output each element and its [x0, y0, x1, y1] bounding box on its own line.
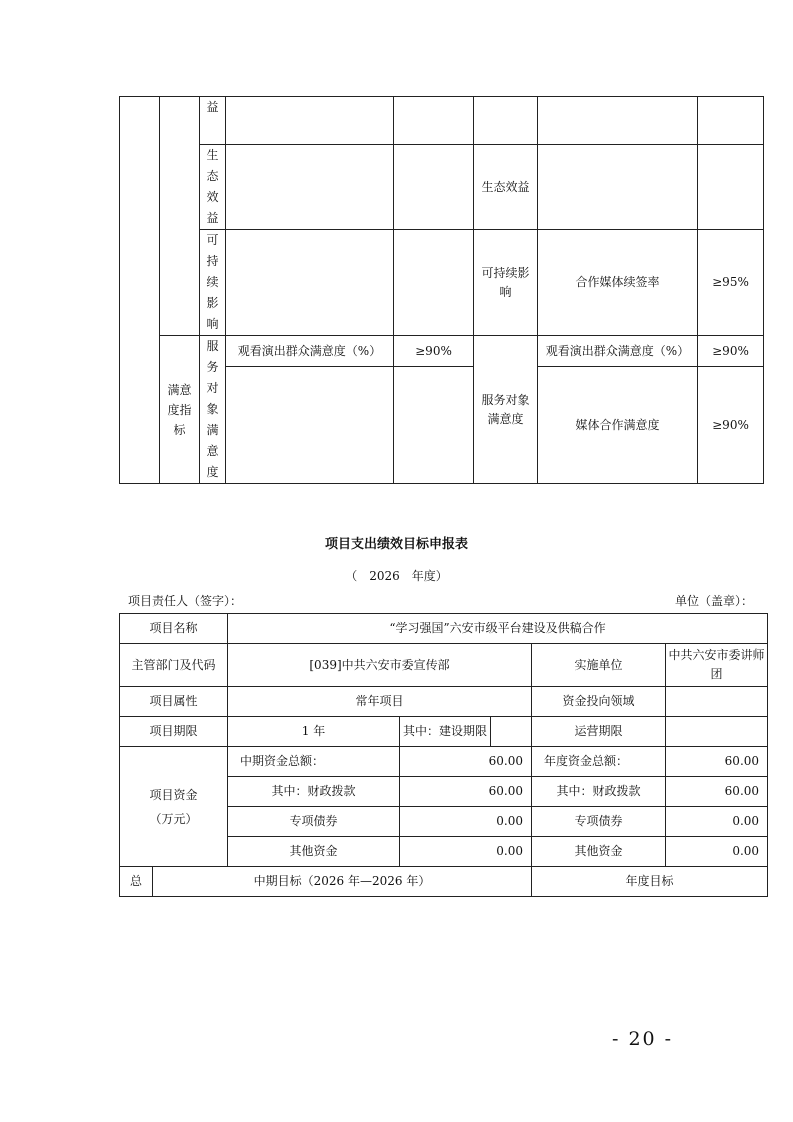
ind-satisfaction-1b: 观看演出群众满意度（%） — [538, 336, 698, 367]
funds-label: 项目资金（万元） — [149, 787, 198, 826]
cell — [226, 97, 394, 145]
std-eco: 生态效益 — [474, 145, 538, 230]
cell — [226, 230, 394, 336]
invest-value — [666, 687, 768, 717]
other-year-value: 0.00 — [666, 837, 768, 867]
mid-total-value: 60.00 — [400, 747, 532, 777]
dept-label: 主管部门及代码 — [120, 644, 228, 687]
bond-year-value: 0.00 — [666, 807, 768, 837]
first-level-cell — [120, 97, 160, 484]
cell — [538, 97, 698, 145]
ind-satisfaction-1: 观看演出群众满意度（%） — [226, 336, 394, 367]
impl-label: 实施单位 — [532, 644, 666, 687]
fiscal-year-label: 其中：财政拨款 — [532, 777, 666, 807]
other-mid-value: 0.00 — [400, 837, 532, 867]
val-satisfaction-2: ≥90% — [698, 366, 764, 483]
project-name-value: “学习强国”六安市级平台建设及供稿合作 — [228, 614, 768, 644]
category-sustain: 可持续影响 — [206, 233, 219, 331]
attr-value: 常年项目 — [228, 687, 532, 717]
form-title: 项目支出绩效目标申报表 — [324, 537, 468, 552]
second-level-cell — [160, 97, 200, 336]
cell — [698, 97, 764, 145]
impl-value: 中共六安市委讲师团 — [666, 644, 768, 687]
upper-indicator-table — [119, 96, 764, 484]
category-satisfaction: 服务对象满意度 — [206, 339, 219, 479]
category-benefit-cont: 益 — [206, 100, 219, 114]
mid-total-label: 中期资金总额： — [228, 747, 400, 777]
build-label: 其中：建设期限 — [400, 717, 491, 747]
val-sustain: ≥95% — [698, 230, 764, 336]
val-satisfaction-1: ≥90% — [394, 336, 474, 367]
cell — [538, 145, 698, 230]
build-value — [491, 717, 532, 747]
cell — [226, 145, 394, 230]
year-goal-header: 年度目标 — [532, 867, 768, 897]
fiscal-mid-label: 其中：财政拨款 — [228, 777, 400, 807]
period-label: 项目期限 — [120, 717, 228, 747]
form-year: （ 2026 年度） — [345, 569, 448, 583]
val-satisfaction-1b: ≥90% — [698, 336, 764, 367]
other-mid-label: 其他资金 — [228, 837, 400, 867]
cell — [394, 230, 474, 336]
cell — [394, 366, 474, 483]
ind-satisfaction-2: 媒体合作满意度 — [538, 366, 698, 483]
dept-value: [039]中共六安市委宣传部 — [228, 644, 532, 687]
mid-goal-header: 中期目标（2026 年—2026 年） — [153, 867, 532, 897]
total-label: 总 — [120, 867, 153, 897]
category-eco: 生态效益 — [206, 148, 219, 225]
invest-label: 资金投向领域 — [532, 687, 666, 717]
std-sustain: 可持续影响 — [481, 265, 530, 299]
other-year-label: 其他资金 — [532, 837, 666, 867]
attr-label: 项目属性 — [120, 687, 228, 717]
fiscal-year-value: 60.00 — [666, 777, 768, 807]
year-total-label: 年度资金总额： — [532, 747, 666, 777]
year-total-value: 60.00 — [666, 747, 768, 777]
responsible-label: 项目责任人（签字）： — [128, 594, 243, 608]
project-name-label: 项目名称 — [120, 614, 228, 644]
unit-stamp-label: 单位（盖章）： — [674, 594, 753, 608]
bond-mid-label: 专项债券 — [228, 807, 400, 837]
bond-mid-value: 0.00 — [400, 807, 532, 837]
satisfaction-group: 满意度指标 — [167, 382, 192, 437]
page-number: - 20 - — [612, 1028, 674, 1050]
cell — [698, 145, 764, 230]
cell — [474, 97, 538, 145]
cell — [394, 145, 474, 230]
cell — [226, 366, 394, 483]
ops-value — [666, 717, 768, 747]
ops-label: 运营期限 — [532, 717, 666, 747]
bond-year-label: 专项债券 — [532, 807, 666, 837]
fiscal-mid-value: 60.00 — [400, 777, 532, 807]
period-value: 1 年 — [228, 717, 400, 747]
std-satisfaction: 服务对象满意度 — [481, 392, 530, 426]
performance-form-table — [119, 613, 768, 897]
ind-sustain: 合作媒体续签率 — [538, 230, 698, 336]
cell — [394, 97, 474, 145]
